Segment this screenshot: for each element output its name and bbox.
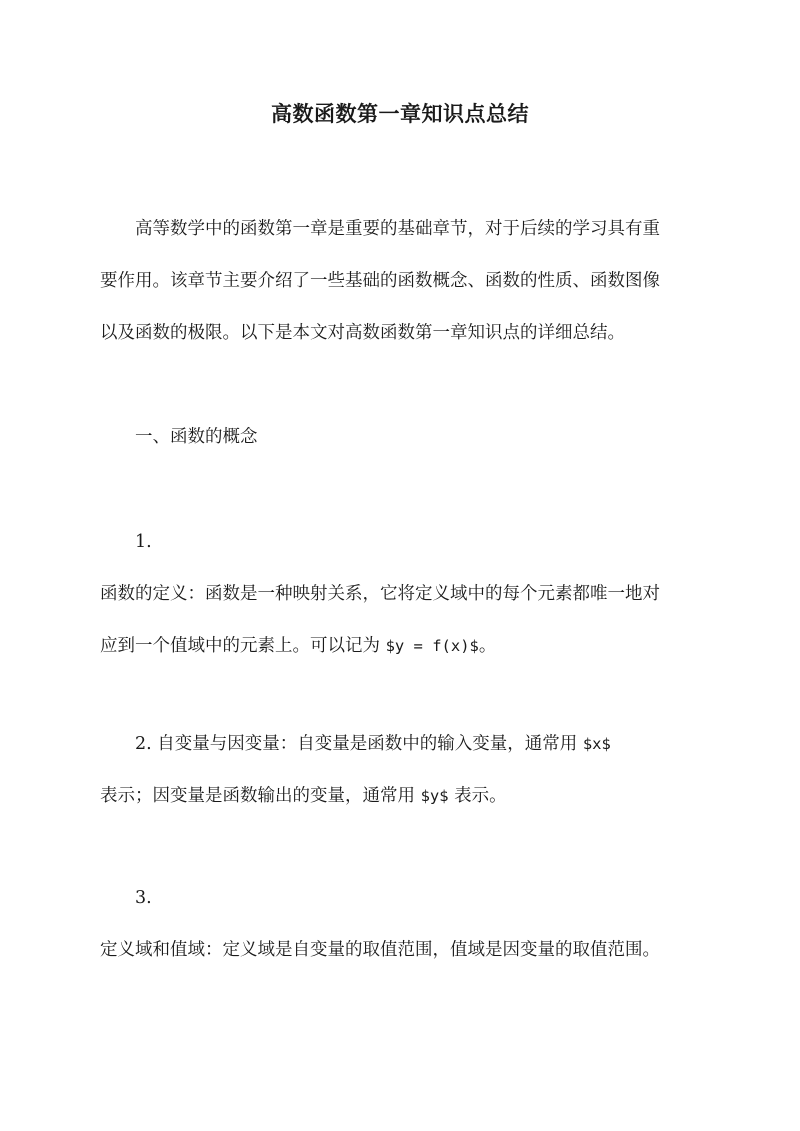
- item-3: [100, 872, 700, 976]
- item1-line-2-text: 应到一个值域中的元素上。可以记为: [100, 636, 386, 656]
- intro-line-3: 以及函数的极限。以下是本文对高数函数第一章知识点的详细总结。: [100, 323, 625, 343]
- item2-line-1-text: 2. 自变量与因变量：自变量是函数中的输入变量，通常用: [135, 734, 583, 754]
- item2-line-1: [100, 718, 700, 770]
- section-heading: [100, 411, 700, 463]
- section1-heading: 一、函数的概念: [135, 427, 258, 447]
- item2-line-2-end: 表示。: [448, 786, 507, 806]
- item2-formula-x: $x$: [582, 735, 611, 753]
- item2-line-2-text: 表示；因变量是函数输出的变量，通常用: [100, 786, 421, 806]
- document-title: 高数函数第一章知识点总结: [271, 101, 529, 126]
- item1-line-2-end: 。: [478, 636, 497, 656]
- intro-paragraph: [100, 203, 700, 359]
- item1-formula: $y = f(x)$: [385, 637, 479, 655]
- item1-number: 1.: [135, 532, 152, 552]
- item1-line-2: [100, 620, 700, 672]
- item3-line-1: 定义域和值域：定义域是自变量的取值范围，值域是因变量的取值范围。: [100, 940, 660, 960]
- item3-number: 3.: [135, 888, 152, 908]
- item-2: [100, 718, 700, 822]
- intro-line-2: 要作用。该章节主要介绍了一些基础的函数概念、函数的性质、函数图像: [100, 271, 660, 291]
- item-1: [100, 516, 700, 672]
- item1-line-1: 函数的定义：函数是一种映射关系，它将定义域中的每个元素都唯一地对: [100, 584, 660, 604]
- item2-line-2: [100, 770, 700, 822]
- intro-line-1: 高等数学中的函数第一章是重要的基础章节，对于后续的学习具有重: [135, 219, 660, 239]
- item2-formula-y: $y$: [420, 787, 449, 805]
